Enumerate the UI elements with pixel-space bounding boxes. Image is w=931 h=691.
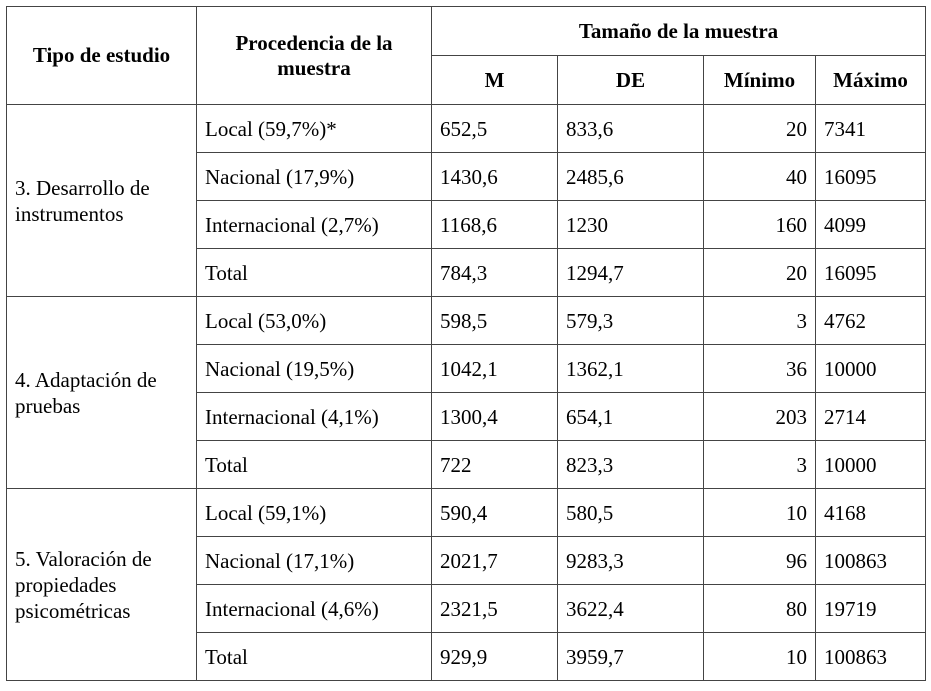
origin-cell: Local (53,0%) — [197, 297, 432, 345]
study-type-cell — [7, 105, 197, 297]
study-type-label: 4. Adaptación de pruebas — [15, 367, 157, 418]
sd-cell: 9283,3 — [558, 537, 704, 585]
mean-cell: 1168,6 — [432, 201, 558, 249]
min-cell: 10 — [704, 633, 816, 681]
max-cell: 10000 — [816, 345, 926, 393]
origin-cell: Total — [197, 633, 432, 681]
mean-cell: 590,4 — [432, 489, 558, 537]
sd-cell: 1230 — [558, 201, 704, 249]
min-cell: 96 — [704, 537, 816, 585]
table-body — [7, 105, 926, 681]
sd-cell: 1294,7 — [558, 249, 704, 297]
min-cell: 40 — [704, 153, 816, 201]
sd-cell: 580,5 — [558, 489, 704, 537]
origin-cell: Nacional (19,5%) — [197, 345, 432, 393]
table-row — [7, 489, 926, 537]
sd-cell: 579,3 — [558, 297, 704, 345]
origin-cell: Nacional (17,9%) — [197, 153, 432, 201]
mean-cell: 598,5 — [432, 297, 558, 345]
origin-cell: Internacional (4,1%) — [197, 393, 432, 441]
sd-cell: 833,6 — [558, 105, 704, 153]
min-cell: 20 — [704, 249, 816, 297]
origin-cell: Nacional (17,1%) — [197, 537, 432, 585]
sd-cell: 1362,1 — [558, 345, 704, 393]
max-cell: 4762 — [816, 297, 926, 345]
max-cell: 100863 — [816, 633, 926, 681]
min-cell: 203 — [704, 393, 816, 441]
table-row — [7, 105, 926, 153]
max-cell: 2714 — [816, 393, 926, 441]
sd-cell: 3622,4 — [558, 585, 704, 633]
mean-cell: 2021,7 — [432, 537, 558, 585]
max-cell: 16095 — [816, 153, 926, 201]
min-cell: 3 — [704, 441, 816, 489]
mean-cell: 1300,4 — [432, 393, 558, 441]
max-cell: 16095 — [816, 249, 926, 297]
header-tipo-estudio: Tipo de estudio — [7, 7, 197, 105]
study-type-label: 3. Desarrollo de instrumentos — [15, 175, 150, 226]
origin-cell: Local (59,7%)* — [197, 105, 432, 153]
origin-cell: Local (59,1%) — [197, 489, 432, 537]
header-procedencia: Procedencia de la muestra — [197, 7, 432, 105]
table-row — [7, 297, 926, 345]
max-cell: 100863 — [816, 537, 926, 585]
min-cell: 10 — [704, 489, 816, 537]
mean-cell: 652,5 — [432, 105, 558, 153]
max-cell: 4099 — [816, 201, 926, 249]
mean-cell: 722 — [432, 441, 558, 489]
max-cell: 7341 — [816, 105, 926, 153]
max-cell: 4168 — [816, 489, 926, 537]
origin-cell: Total — [197, 249, 432, 297]
sd-cell: 823,3 — [558, 441, 704, 489]
sd-cell: 654,1 — [558, 393, 704, 441]
min-cell: 36 — [704, 345, 816, 393]
mean-cell: 1042,1 — [432, 345, 558, 393]
min-cell: 20 — [704, 105, 816, 153]
origin-cell: Total — [197, 441, 432, 489]
sample-size-table — [6, 6, 926, 681]
sd-cell: 2485,6 — [558, 153, 704, 201]
header-maximo: Máximo — [816, 56, 926, 105]
min-cell: 80 — [704, 585, 816, 633]
study-type-cell — [7, 489, 197, 681]
min-cell: 3 — [704, 297, 816, 345]
max-cell: 10000 — [816, 441, 926, 489]
min-cell: 160 — [704, 201, 816, 249]
header-m: M — [432, 56, 558, 105]
header-row-1 — [7, 7, 926, 56]
header-minimo: Mínimo — [704, 56, 816, 105]
mean-cell: 784,3 — [432, 249, 558, 297]
header-tamano-muestra: Tamaño de la muestra — [432, 7, 926, 56]
study-type-label: 5. Valoración de propiedades psicométricas — [15, 546, 152, 623]
header-de: DE — [558, 56, 704, 105]
max-cell: 19719 — [816, 585, 926, 633]
study-type-cell — [7, 297, 197, 489]
origin-cell: Internacional (2,7%) — [197, 201, 432, 249]
sd-cell: 3959,7 — [558, 633, 704, 681]
origin-cell: Internacional (4,6%) — [197, 585, 432, 633]
mean-cell: 2321,5 — [432, 585, 558, 633]
mean-cell: 1430,6 — [432, 153, 558, 201]
mean-cell: 929,9 — [432, 633, 558, 681]
